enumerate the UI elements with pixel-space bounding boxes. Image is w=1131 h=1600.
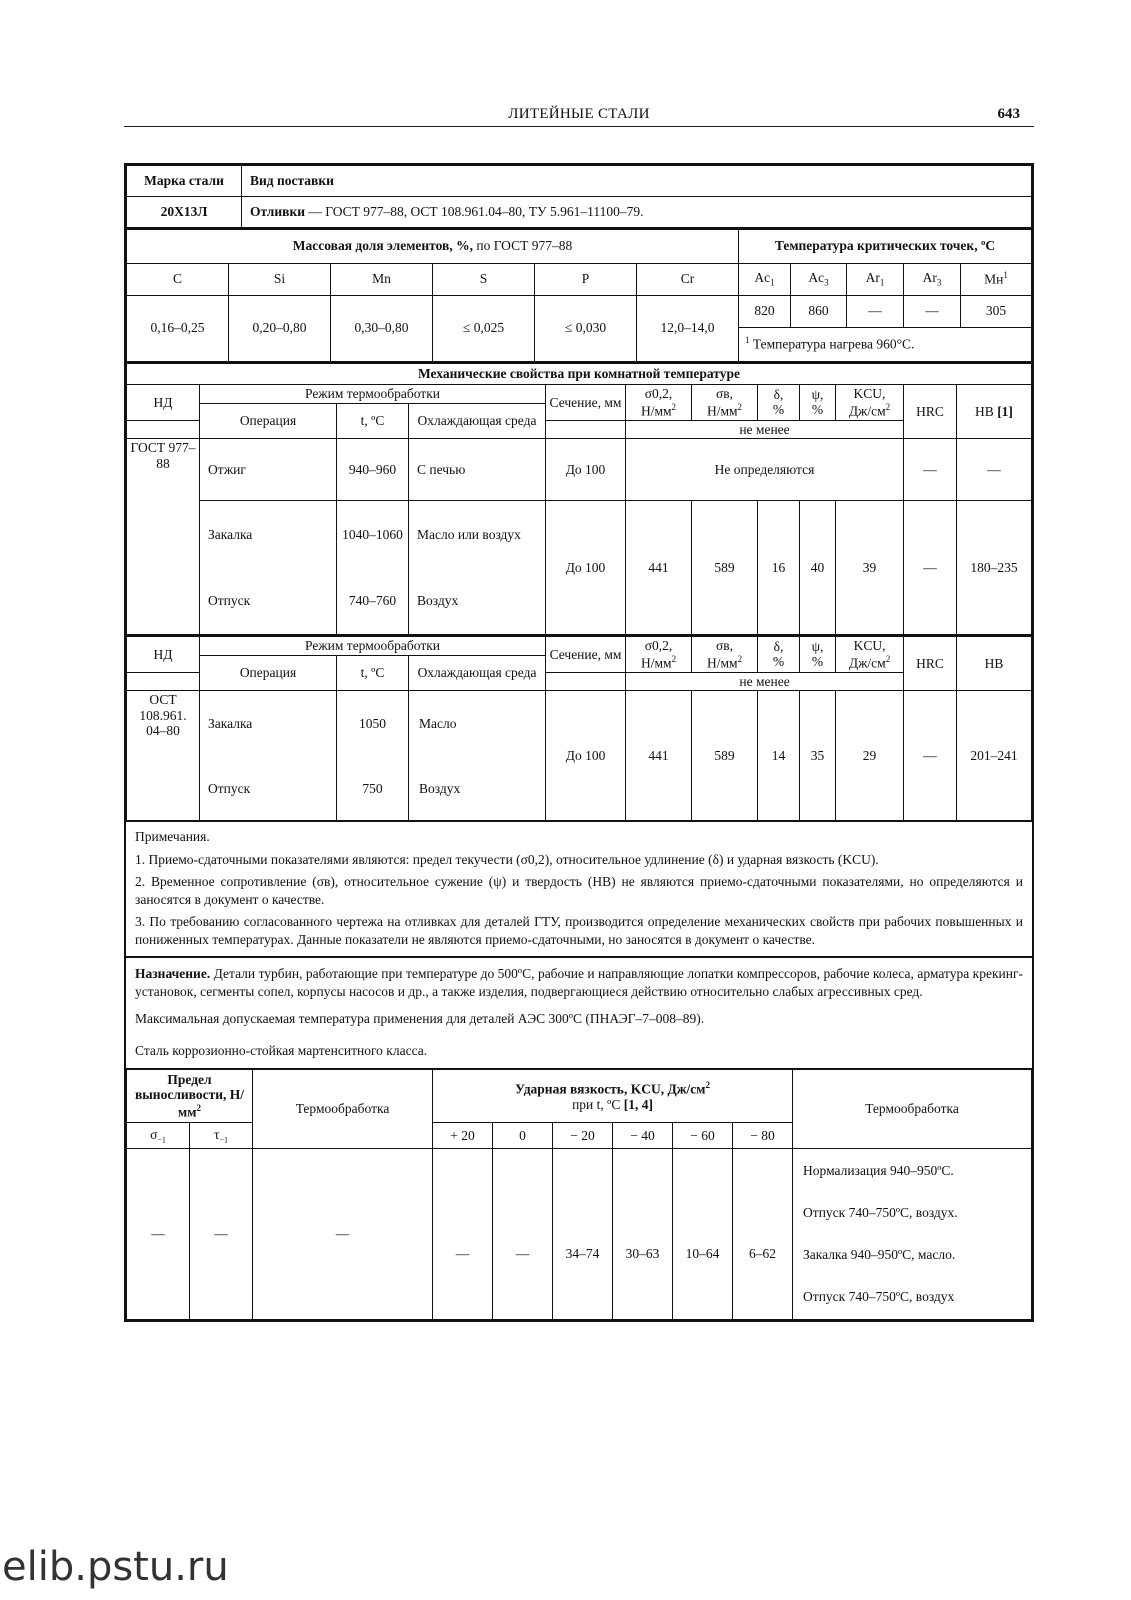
tau-1-header: $\tau_{-1}$ (190, 1123, 253, 1149)
delta-header: δ, % (758, 385, 800, 421)
page-header (124, 104, 1034, 127)
notes-block (126, 821, 1032, 956)
grade-label: Марка стали (127, 166, 242, 197)
nd-header-2: НД (127, 636, 200, 672)
sb-value-2: 589 (692, 691, 758, 821)
hb-header: НВ [1] (957, 385, 1032, 439)
section-anneal: До 100 (546, 439, 626, 501)
s02-header: σ0,2, $Н/мм^2$ (626, 385, 692, 421)
purpose-text: Назначение. Детали турбин, работающие при температуре до 500ºC, рабочие и направляющие лопатки компрессоров, рабочие колеса, арматура крекинг-установок, сегменты сопел, корпусы насосов и др., а также изделия, подвергающиеся действию относительно слабых агрессивных сред. (135, 966, 1023, 999)
delta-header-2: δ, % (758, 636, 800, 672)
purpose-block (126, 956, 1032, 1067)
heat-value: — (253, 1149, 433, 1320)
tau-1-value: — (190, 1149, 253, 1320)
element-c: C (127, 263, 229, 295)
psi-header-2: ψ, % (800, 636, 836, 672)
s02-header-2: σ0,2, $Н/мм^2$ (626, 636, 692, 672)
value-ac1: 820 (739, 295, 791, 327)
min-label-2: не менее (626, 672, 904, 691)
heat-header: Термообработка (253, 1069, 433, 1149)
impact-minus60: 10–64 (673, 1149, 733, 1320)
value-ar1: — (847, 295, 904, 327)
impact-minus40: 30–63 (613, 1149, 673, 1320)
purpose-max-temp: Максимальная допускаемая температура применения для деталей АЭС 300ºC (ПНАЭГ–7–008–89). (135, 1011, 705, 1027)
impact-minus20: 34–74 (553, 1149, 613, 1320)
delta-value-2: 14 (758, 691, 800, 821)
temp-header: t, ºC (337, 403, 409, 439)
not-determined: Не определяются (626, 439, 904, 501)
composition-table (126, 228, 1032, 362)
psi-value: 40 (800, 501, 836, 635)
impact-header: Ударная вязкость, KCU, $Дж/см^2$ при t, ºC [1, 4] (433, 1069, 793, 1123)
hb-value: 180–235 (957, 501, 1032, 635)
supply-value: Отливки — ГОСТ 977–88, ОСТ 108.961.04–80, ТУ 5.961–11100–79. (242, 197, 1032, 228)
sb-header: σв, $Н/мм^2$ (692, 385, 758, 421)
impact-0: — (493, 1149, 553, 1320)
temp-minus80: − 80 (733, 1123, 793, 1149)
temp-minus40: − 40 (613, 1123, 673, 1149)
min-label: не менее (626, 420, 904, 439)
temp-minus60: − 60 (673, 1123, 733, 1149)
endurance-header: Предел выносливости, $Н/мм^2$ (127, 1069, 253, 1123)
value-mn: 0,30–0,80 (331, 295, 433, 361)
temp-temper: 740–760 (337, 568, 409, 635)
element-p: P (535, 263, 637, 295)
temp-plus20: + 20 (433, 1123, 493, 1149)
medium-anneal: С печью (409, 439, 546, 501)
supply-label: Вид поставки (242, 166, 1032, 197)
mech-table-ost (126, 635, 1032, 821)
impact-minus80: 6–62 (733, 1149, 793, 1320)
medium-header: Охлаждающая среда (409, 403, 546, 439)
nd-header-spacer (127, 420, 200, 439)
point-ar3: $Ar_3$ (904, 263, 961, 295)
value-s: ≤ 0,025 (433, 295, 535, 361)
section-2: До 100 (546, 691, 626, 821)
critical-footnote: $^1$ Температура нагрева 960°С. (739, 327, 1032, 361)
hrc-value: — (904, 501, 957, 635)
heat2-header: Термообработка (793, 1069, 1032, 1149)
section-quench: До 100 (546, 501, 626, 635)
sigma-1-header: $\sigma_{-1}$ (127, 1123, 190, 1149)
hb-header-2: НВ (957, 636, 1032, 691)
element-mn: Mn (331, 263, 433, 295)
value-ac3: 860 (791, 295, 847, 327)
value-p: ≤ 0,030 (535, 295, 637, 361)
hb-value-2: 201–241 (957, 691, 1032, 821)
temp-temper-2: 750 (337, 757, 409, 821)
sb-value: 589 (692, 501, 758, 635)
regime-header-2: Режим термообработки (200, 636, 546, 655)
element-cr: Cr (637, 263, 739, 295)
grade-value: 20Х13Л (127, 197, 242, 228)
treatment-list (793, 1149, 1032, 1320)
op-quench-2: Закалка (200, 691, 337, 757)
medium-quench: Масло или воздух (409, 501, 546, 568)
temp-minus20: − 20 (553, 1123, 613, 1149)
note-3: 3. По требованию согласованного чертежа на отливках для деталей ГТУ, производится определение механических свойств при рабочих повышенных и пониженных температурах. Данные показатели не являются приемо-сдаточными, но заносятся в документ о качестве. (135, 914, 1023, 947)
purpose-class: Сталь коррозионно-стойкая мартенситного класса. (135, 1043, 428, 1059)
operation-header-2: Операция (200, 655, 337, 691)
kcu-value-2: 29 (836, 691, 904, 821)
value-si: 0,20–0,80 (229, 295, 331, 361)
point-ac3: $Ac_3$ (791, 263, 847, 295)
hrc-value-2: — (904, 691, 957, 821)
note-2: 2. Временное сопротивление (σв), относительное сужение (ψ) и твердость (НВ) не являются приемо-сдаточными показателями, но определяются и заносятся в документ о качестве. (135, 874, 1023, 907)
notes-heading: Примечания. (135, 829, 210, 845)
s02-value-2: 441 (626, 691, 692, 821)
kcu-value: 39 (836, 501, 904, 635)
point-mn: $Мн^1$ (961, 263, 1032, 295)
impact-plus20: — (433, 1149, 493, 1320)
value-cr: 12,0–14,0 (637, 295, 739, 361)
section-header-2-spacer (546, 672, 626, 691)
kcu-header: KCU, $Дж/см^2$ (836, 385, 904, 421)
hrc-header-2: HRC (904, 636, 957, 691)
hrc-anneal: — (904, 439, 957, 501)
temp-anneal: 940–960 (337, 439, 409, 501)
delta-value: 16 (758, 501, 800, 635)
section-header: Сечение, мм (546, 385, 626, 421)
grade-table (126, 165, 1032, 228)
hrc-header: HRC (904, 385, 957, 439)
treatment-normalize: Нормализация 940–950ºC. (803, 1163, 954, 1179)
page-number: 643 (997, 106, 1020, 122)
mech-table-gost (126, 362, 1032, 636)
treatment-quench: Закалка 940–950ºC, масло. (803, 1247, 956, 1263)
medium-temper-2: Воздух (409, 757, 546, 821)
section-header-spacer (546, 420, 626, 439)
temp-quench: 1040–1060 (337, 501, 409, 568)
temp-0: 0 (493, 1123, 553, 1149)
element-s: S (433, 263, 535, 295)
watermark: elib.pstu.ru (2, 1544, 229, 1590)
psi-header: ψ, % (800, 385, 836, 421)
medium-temper: Воздух (409, 568, 546, 635)
hb-anneal: — (957, 439, 1032, 501)
point-ac1: $Ac_1$ (739, 263, 791, 295)
op-temper: Отпуск (200, 568, 337, 635)
operation-header: Операция (200, 403, 337, 439)
nd-value: ГОСТ 977–88 (127, 439, 200, 635)
sb-header-2: σв, $Н/мм^2$ (692, 636, 758, 672)
kcu-header-2: KCU, $Дж/см^2$ (836, 636, 904, 672)
psi-value-2: 35 (800, 691, 836, 821)
temp-header-2: t, ºC (337, 655, 409, 691)
op-quench: Закалка (200, 501, 337, 568)
steel-datasheet (124, 163, 1034, 1322)
nd-header-2-spacer (127, 672, 200, 691)
element-si: Si (229, 263, 331, 295)
medium-header-2: Охлаждающая среда (409, 655, 546, 691)
critical-points-title: Температура критических точек, ºC (739, 229, 1032, 263)
impact-table (126, 1068, 1032, 1321)
nd-header: НД (127, 385, 200, 421)
treatment-temper-2: Отпуск 740–750ºC, воздух (803, 1289, 955, 1305)
treatment-temper-1: Отпуск 740–750ºC, воздух. (803, 1205, 958, 1221)
op-anneal: Отжиг (200, 439, 337, 501)
s02-value: 441 (626, 501, 692, 635)
nd-value-2: ОСТ 108.961. 04–80 (127, 691, 200, 821)
value-mn-point: 305 (961, 295, 1032, 327)
note-1: 1. Приемо-сдаточными показателями являются: предел текучести (σ0,2), относительное удлинение (δ) и ударная вязкость (KCU). (135, 851, 879, 867)
medium-quench-2: Масло (409, 691, 546, 757)
regime-header: Режим термообработки (200, 385, 546, 404)
value-ar3: — (904, 295, 961, 327)
temp-quench-2: 1050 (337, 691, 409, 757)
point-ar1: $Ar_1$ (847, 263, 904, 295)
running-title: ЛИТЕЙНЫЕ СТАЛИ (508, 106, 650, 122)
composition-title: Массовая доля элементов, %, по ГОСТ 977–88 (127, 229, 739, 263)
sigma-1-value: — (127, 1149, 190, 1320)
section-header-2: Сечение, мм (546, 636, 626, 672)
value-c: 0,16–0,25 (127, 295, 229, 361)
op-temper-2: Отпуск (200, 757, 337, 821)
mech-title: Механические свойства при комнатной температуре (127, 363, 1032, 385)
